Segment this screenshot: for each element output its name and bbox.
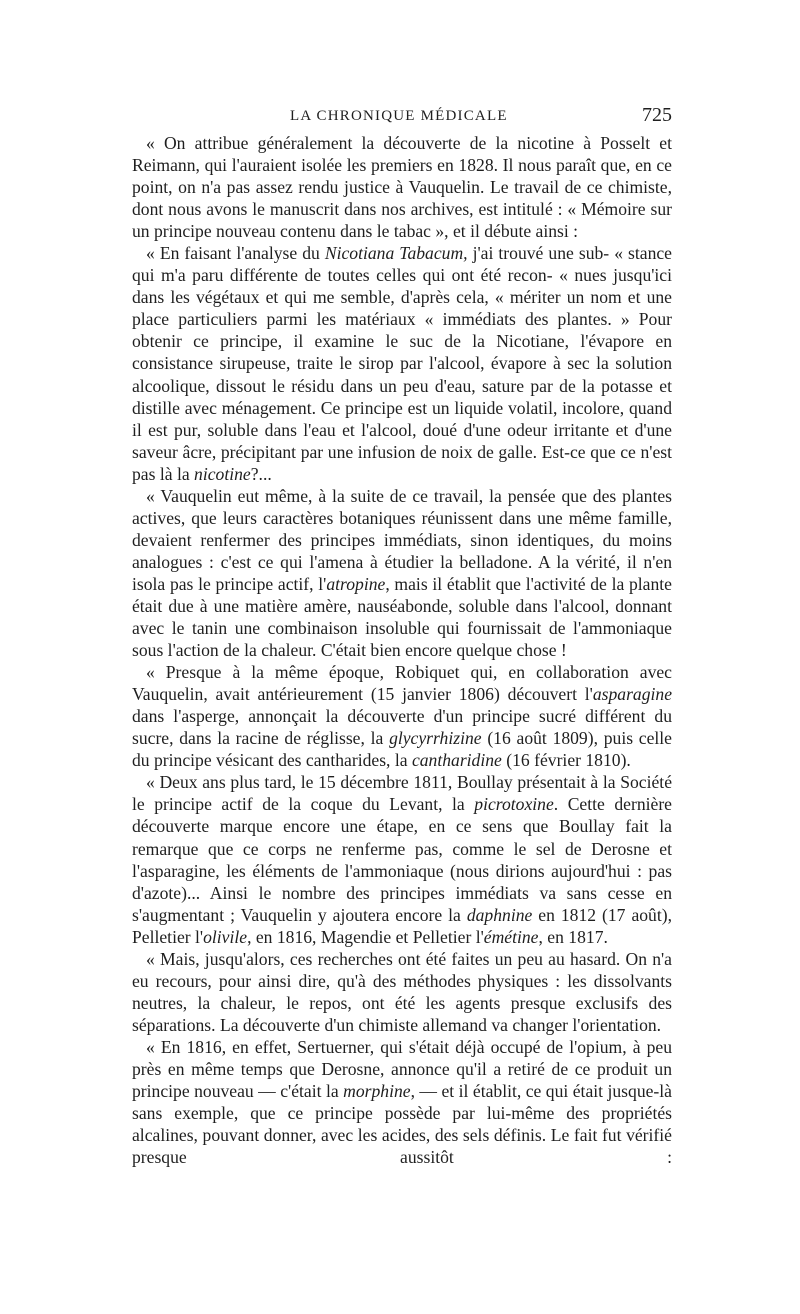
text-run: . Cette dernière découverte marque encore une étape, en ce sens que Boullay fait la remarque que ce corps ne renferme pas, comme le sel de Derosne et l'asparagine, les éléments de l'ammoniaque (nous dirions aujourd'hui : pas d'azote)... Ainsi le nombre des principes immédiats va sans cesse en s'augmentant ; Vauquelin y ajoutera encore la [132, 794, 672, 925]
paragraph [132, 948, 672, 1036]
italic-term: nicotine [194, 463, 251, 484]
italic-term: glycyrrhizine [389, 728, 482, 749]
text-run: « Mais, jusqu'alors, ces recherches ont été faites un peu au hasard. On n'a eu recours, pour ainsi dire, qu'à des méthodes physiques : les dissolvants neutres, la chaleur, le repos, ont été les agents presque exclusifs des séparations. La découverte d'un chimiste allemand va changer l'orientation. [132, 948, 672, 1035]
text-run: ?... [250, 463, 272, 484]
text-run: « Deux ans plus tard, le 15 décembre 1811, Boullay présentait à la Société le principe actif de la coque du Levant, la [132, 772, 672, 815]
text-run: j'ai trouvé une sub- « stance qui m'a paru différente de toutes celles qui ont été recon- « nues jusqu'ici dans les végétaux et qui me semble, d'après cela, « mériter un nom et une place particuliers parmi les matériaux « immédiats des plantes. » Pour obtenir ce principe, il examine le suc de la Nicotiane, l'évapore en consistance sirupeuse, traite le sirop par l'alcool, évapore à sec la solution alcoolique, dissout le résidu dans un peu d'eau, sature par de la potasse et distille avec ménagement. Ce principe est un liquide volatil, incolore, quand il est pur, soluble dans l'eau et l'alcool, doué d'une odeur irritante et d'une saveur âcre, précipitant par une infusion de noix de galle. Est-ce que ce n'est pas là la [132, 243, 672, 484]
italic-term: daphnine [466, 904, 533, 925]
text-run: , en 1816, Magendie et Pelletier l' [247, 926, 484, 947]
text-run: « Vauquelin eut même, à la suite de ce travail, la pensée que des plantes actives, que leurs caractères botaniques réunissent dans une même famille, devaient renfermer des principes immédiats, sinon identiques, du moins analogues : c'est ce qui l'amena à étudier la belladone. A la vérité, il n'en isola pas le principe actif, l' [132, 485, 672, 594]
paragraph [132, 132, 672, 242]
text-run: dans l'asperge, annonçait la découverte d'un principe sucré différent du sucre, dans la racine de réglisse, la [132, 706, 672, 749]
paragraph [132, 485, 672, 661]
text-run: (16 août 1809), puis celle du principe vésicant des cantharides, la [132, 728, 672, 771]
running-head: LA CHRONIQUE MÉDICALE [290, 108, 508, 124]
italic-term: picrotoxine [474, 794, 554, 815]
paragraph [132, 771, 672, 947]
italic-term: Nicotiana Tabacum, [324, 243, 468, 264]
italic-term: émétine [483, 926, 539, 947]
text-run: , mais il établit que l'activité de la plante était due à une matière amère, nauséabonde, soluble dans l'alcool, donnant avec le tanin une combinaison insoluble qui fournissait de l'ammoniaque sous l'action de la chaleur. C'était bien encore quelque chose ! [132, 573, 672, 661]
text-run: « En faisant l'analyse du [146, 243, 325, 264]
text-run: en 1812 (17 août), Pelletier l' [132, 904, 672, 947]
page-number: 725 [642, 104, 672, 126]
italic-term: olivile [203, 926, 248, 947]
text-run: « On attribue généralement la découverte de la nicotine à Posselt et Reimann, qui l'auraient isolée les premiers en 1828. Il nous paraît que, en ce point, on n'a pas assez rendu justice à Vauquelin. Le travail de ce chimiste, dont nous avons le manuscrit dans nos archives, est intitulé : « Mémoire sur un principe nouveau contenu dans le tabac », et il débute ainsi : [132, 133, 672, 242]
paragraph [132, 242, 672, 485]
text-run: « Presque à la même époque, Robiquet qui, en collaboration avec Vauquelin, avait antérieurement (15 janvier 1806) découvert l' [132, 662, 672, 705]
body-text [132, 132, 672, 1168]
text-run: , en 1817. [538, 926, 608, 947]
italic-term: atropine [326, 573, 386, 594]
italic-term: morphine [343, 1081, 411, 1102]
text-run: « En 1816, en effet, Sertuerner, qui s'était déjà occupé de l'opium, à peu près en même temps que Derosne, annonce qu'il a retiré de ce produit un principe nouveau — c'était la [132, 1036, 672, 1102]
paragraph [132, 661, 672, 771]
page-header [132, 104, 672, 130]
paragraph [132, 1036, 672, 1168]
italic-term: cantharidine [411, 750, 502, 771]
text-run: (16 février 1810). [501, 750, 631, 771]
text-run: , — et il établit, ce qui était jusque-là sans exemple, que ce principe possède par lui-même des propriétés alcalines, pouvant donner, avec les acides, des sels définis. Le fait fut vérifié presque aussitôt : [132, 1081, 672, 1168]
italic-term: asparagine [592, 684, 672, 705]
